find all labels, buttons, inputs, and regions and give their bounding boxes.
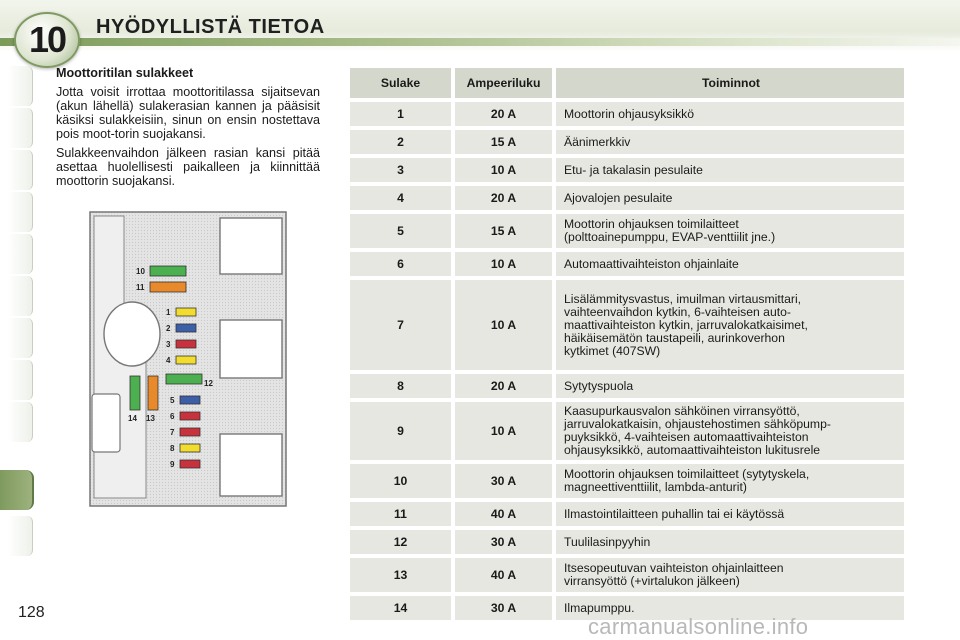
- fuse-number-cell: 4: [350, 186, 451, 210]
- fuse-label: 14: [128, 414, 137, 423]
- fuse-label: 8: [170, 444, 175, 453]
- table-row: [350, 280, 904, 370]
- function-line: Äänimerkkiv: [564, 134, 631, 149]
- amperage-cell: 10 A: [455, 158, 552, 182]
- fuse-box-diagram: [80, 208, 292, 510]
- function-line: Tuulilasinpyyhin: [564, 534, 651, 549]
- fuse-6: [180, 412, 200, 420]
- chapter-tab[interactable]: [8, 360, 33, 400]
- fuse-number-cell: 10: [350, 464, 451, 498]
- fuse-table: [350, 68, 904, 624]
- column-header-fuse: Sulake: [350, 68, 451, 98]
- fuse-number-cell: 6: [350, 252, 451, 276]
- function-line: maattivaihteiston kytkin, jarruvalokatkaisimet,: [564, 317, 808, 332]
- amperage-cell: 15 A: [455, 214, 552, 248]
- function-line: magneettiventtiilit, lambda-anturit): [564, 480, 747, 494]
- function-cell: [556, 280, 904, 370]
- fuse-number-cell: 13: [350, 558, 451, 592]
- fuse-number-cell: 12: [350, 530, 451, 554]
- amperage-cell: 20 A: [455, 186, 552, 210]
- function-cell: [556, 530, 904, 554]
- chapter-tab-active[interactable]: [0, 470, 34, 510]
- amperage-cell: 30 A: [455, 464, 552, 498]
- page-number: 128: [18, 604, 45, 621]
- amperage-cell: 10 A: [455, 252, 552, 276]
- column-header-functions: Toiminnot: [556, 68, 904, 98]
- table-row: [350, 158, 904, 182]
- fuse-label: 11: [136, 283, 145, 292]
- function-cell: [556, 402, 904, 460]
- table-row: [350, 130, 904, 154]
- fuse-label: 7: [170, 428, 175, 437]
- fuse-label: 3: [166, 340, 171, 349]
- chapter-tab[interactable]: [8, 66, 33, 106]
- function-cell: [556, 102, 904, 126]
- table-row: [350, 102, 904, 126]
- table-row: [350, 558, 904, 592]
- table-row: [350, 402, 904, 460]
- fuse-label: 13: [146, 414, 155, 423]
- table-row: [350, 186, 904, 210]
- fuse-12: [166, 374, 202, 384]
- function-line: häikäisemätön taustapeili, aurinkoverhon: [564, 330, 785, 345]
- fuse-9: [180, 460, 200, 468]
- function-line: Automaattivaihteiston ohjainlaite: [564, 256, 739, 271]
- relay-slot: [220, 218, 282, 274]
- function-line: jarruvalokatkaisin, ohjaustehostimen sähköpump-: [564, 417, 831, 431]
- function-cell: [556, 374, 904, 398]
- fuse-label: 1: [166, 308, 171, 317]
- header-bar: [0, 38, 960, 46]
- function-cell: [556, 214, 904, 248]
- amperage-cell: 30 A: [455, 596, 552, 620]
- chapter-tab[interactable]: [8, 150, 33, 190]
- fuse-label: 4: [166, 356, 171, 365]
- amperage-cell: 20 A: [455, 102, 552, 126]
- fuse-number-cell: 5: [350, 214, 451, 248]
- fuse-10: [150, 266, 186, 276]
- fuse-label: 12: [204, 379, 213, 388]
- amperage-cell: 30 A: [455, 530, 552, 554]
- fuse-number-cell: 9: [350, 402, 451, 460]
- function-cell: [556, 502, 904, 526]
- chapter-badge: 10: [14, 12, 80, 68]
- function-cell: [556, 130, 904, 154]
- fuse-1: [176, 308, 196, 316]
- function-line: Moottorin ohjausyksikkö: [564, 106, 695, 121]
- table-row: [350, 214, 904, 248]
- function-line: ohjausyksikkö, automaattivaihteiston lukitusrele: [564, 443, 821, 457]
- table-row: [350, 252, 904, 276]
- function-line: Etu- ja takalasin pesulaite: [564, 162, 703, 177]
- amperage-cell: 15 A: [455, 130, 552, 154]
- fuse-label: 9: [170, 460, 175, 469]
- chapter-tab[interactable]: [8, 234, 33, 274]
- page-header: [0, 0, 960, 60]
- intro-paragraph: Jotta voisit irrottaa moottoritilassa sijaitsevan (akun lähellä) sulakerasian kannen ja pääsisit käsiksi sulakkeisiin, sinun on ensin nostettava pois moot-torin suojakansi.: [56, 85, 320, 141]
- relay-slot: [220, 320, 282, 378]
- function-line: Ilmastointilaitteen puhallin tai ei käytössä: [564, 506, 785, 521]
- chapter-tab[interactable]: [8, 318, 33, 358]
- column-header-amperage: Ampeeriluku: [455, 68, 552, 98]
- function-line: Lisälämmitysvastus, imuilman virtausmittari,: [564, 291, 802, 306]
- fuse-3: [176, 340, 196, 348]
- fuse-number-cell: 2: [350, 130, 451, 154]
- function-line: (polttoainepumppu, EVAP-venttiilit jne.): [564, 230, 776, 244]
- fuse-7: [180, 428, 200, 436]
- intro-paragraph: Sulakkeenvaihdon jälkeen rasian kansi pitää asettaa huolellisesti paikalleen ja kiinnittää moottorin suojakansi.: [56, 146, 320, 188]
- chapter-tab[interactable]: [8, 108, 33, 148]
- function-line: kytkimet (407SW): [564, 343, 661, 358]
- table-body: [350, 102, 904, 620]
- table-row: [350, 530, 904, 554]
- fuse-2: [176, 324, 196, 332]
- fuse-number-cell: 11: [350, 502, 451, 526]
- fuse-4: [176, 356, 196, 364]
- fuse-number-cell: 3: [350, 158, 451, 182]
- fuse-8: [180, 444, 200, 452]
- fuse-label: 5: [170, 396, 175, 405]
- fuse-number-cell: 8: [350, 374, 451, 398]
- amperage-cell: 10 A: [455, 280, 552, 370]
- function-cell: [556, 464, 904, 498]
- chapter-tabs: [0, 66, 34, 576]
- function-line: vaihteenvaihdon kytkin, 6-vaihteisen auto-: [564, 304, 791, 319]
- chapter-tab[interactable]: [8, 516, 33, 556]
- function-cell: [556, 558, 904, 592]
- fuse-number-cell: 14: [350, 596, 451, 620]
- amperage-cell: 40 A: [455, 502, 552, 526]
- function-line: Itsesopeutuvan vaihteiston ohjainlaitteen: [564, 561, 784, 575]
- fuse-13: [148, 376, 158, 410]
- function-line: Kaasupurkausvalon sähköinen virransyöttö,: [564, 404, 800, 418]
- chapter-tab[interactable]: [8, 402, 33, 442]
- fuse-14: [130, 376, 140, 410]
- chapter-tab[interactable]: [8, 192, 33, 232]
- function-line: Moottorin ohjauksen toimilaitteet (sytytyskela,: [564, 467, 810, 481]
- fuse-5: [180, 396, 200, 404]
- table-row: [350, 502, 904, 526]
- amperage-cell: 20 A: [455, 374, 552, 398]
- function-cell: [556, 252, 904, 276]
- fuse-box-opening: [104, 302, 160, 366]
- function-line: Moottorin ohjauksen toimilaitteet: [564, 217, 739, 231]
- intro-section: [56, 66, 320, 193]
- function-cell: [556, 158, 904, 182]
- fuse-label: 2: [166, 324, 171, 333]
- fuse-11: [150, 282, 186, 292]
- amperage-cell: 40 A: [455, 558, 552, 592]
- function-line: Ajovalojen pesulaite: [564, 190, 673, 205]
- chapter-tab[interactable]: [8, 276, 33, 316]
- fuse-label: 10: [136, 267, 145, 276]
- section-heading: Moottoritilan sulakkeet: [56, 66, 194, 80]
- table-header-row: [350, 68, 904, 98]
- relay-slot: [220, 434, 282, 496]
- amperage-cell: 10 A: [455, 402, 552, 460]
- table-row: [350, 464, 904, 498]
- fuse-box-slot: [92, 394, 120, 452]
- table-row: [350, 374, 904, 398]
- function-line: Ilmapumppu.: [564, 600, 635, 615]
- fuse-number-cell: 7: [350, 280, 451, 370]
- page-title: HYÖDYLLISTÄ TIETOA: [96, 16, 325, 38]
- function-line: Sytytyspuola: [564, 378, 634, 393]
- fuse-label: 6: [170, 412, 175, 421]
- fuse-number-cell: 1: [350, 102, 451, 126]
- watermark: carmanualsonline.info: [588, 614, 809, 639]
- function-cell: [556, 186, 904, 210]
- fuse-box-illustration: [80, 208, 292, 510]
- function-line: virransyöttö (+virtalukon jälkeen): [564, 574, 740, 588]
- function-line: puyksikkö, 4-vaihteisen automaattivaihteiston: [564, 430, 809, 444]
